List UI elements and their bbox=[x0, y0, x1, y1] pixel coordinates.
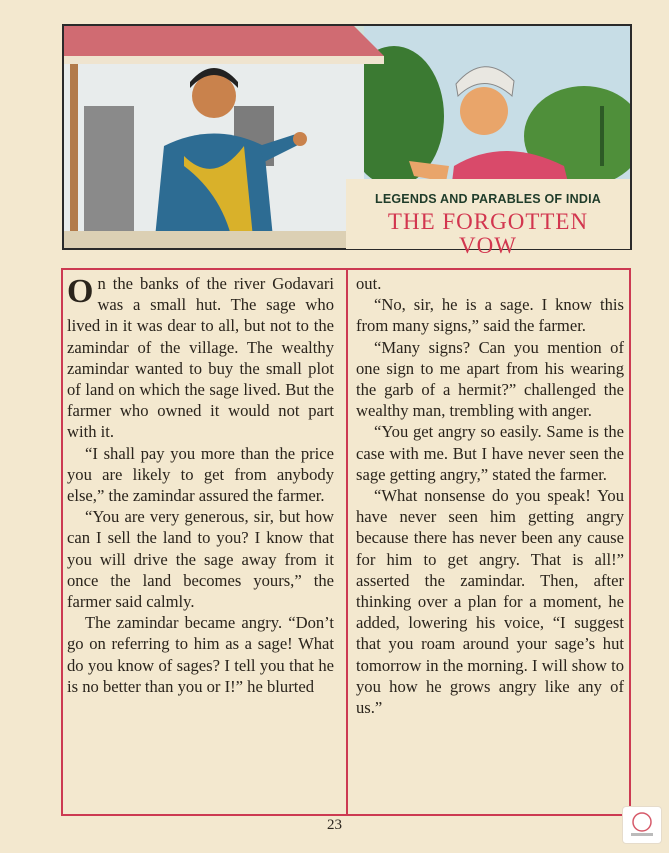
paragraph: “Many signs? Can you mention of one sign to me apart from his wearing the garb of a hermit?” challenged the wealthy man, trembling with anger. bbox=[356, 337, 624, 421]
page-number: 23 bbox=[327, 817, 342, 833]
logo-icon bbox=[623, 807, 661, 843]
paragraph: out. bbox=[356, 274, 382, 293]
series-label: LEGENDS AND PARABLES OF INDIA bbox=[375, 192, 601, 206]
drop-cap: O bbox=[67, 273, 94, 310]
text-column-left bbox=[67, 273, 334, 697]
text-column-right bbox=[356, 273, 624, 718]
story-title-line1: THE FORGOTTEN bbox=[387, 209, 589, 234]
paragraph: “You are very generous, sir, but how can I sell the land to you? I know that you will drive the sage away from it once the land becomes yours,” the farmer said calmly. bbox=[67, 507, 334, 612]
paragraph: “You get angry so easily. Same is the case with me. But I have never seen the sage getting angry,” stated the farmer. bbox=[356, 422, 624, 484]
paragraph: “What nonsense do you speak! You have never seen him getting angry because there has never been any cause for him to get angry. That is all!” asserted the zamindar. Then, after thinking over a plan for a moment, he added, lowering his voice, “I suggest that you roam around your sage’s hut tomorrow in the morning. I will show to you how he grows angry like any of us.” bbox=[356, 486, 624, 718]
story-title-line2: VOW bbox=[459, 233, 517, 258]
title-block bbox=[346, 179, 630, 258]
column-divider bbox=[346, 268, 348, 816]
paragraph: “No, sir, he is a sage. I know this from many signs,” said the farmer. bbox=[356, 295, 624, 336]
paragraph bbox=[67, 273, 334, 443]
paragraph-text: n the banks of the river Godavari was a small hut. The sage who lived in it was dear to all, but not to the zamindar of the village. The wealthy zamindar wanted to buy the small plot of land on which the sage lived. But the farmer who owned it would not part with it. bbox=[67, 274, 334, 442]
watermark-logo bbox=[622, 806, 662, 844]
paragraph: “I shall pay you more than the price you are likely to get from anybody else,” the zamindar assured the farmer. bbox=[67, 443, 334, 506]
story-title bbox=[346, 210, 630, 258]
paragraph: The zamindar became angry. “Don’t go on referring to him as a sage! What do you know of sages? I tell you that he is no better than you or I!” he blurted bbox=[67, 613, 334, 696]
